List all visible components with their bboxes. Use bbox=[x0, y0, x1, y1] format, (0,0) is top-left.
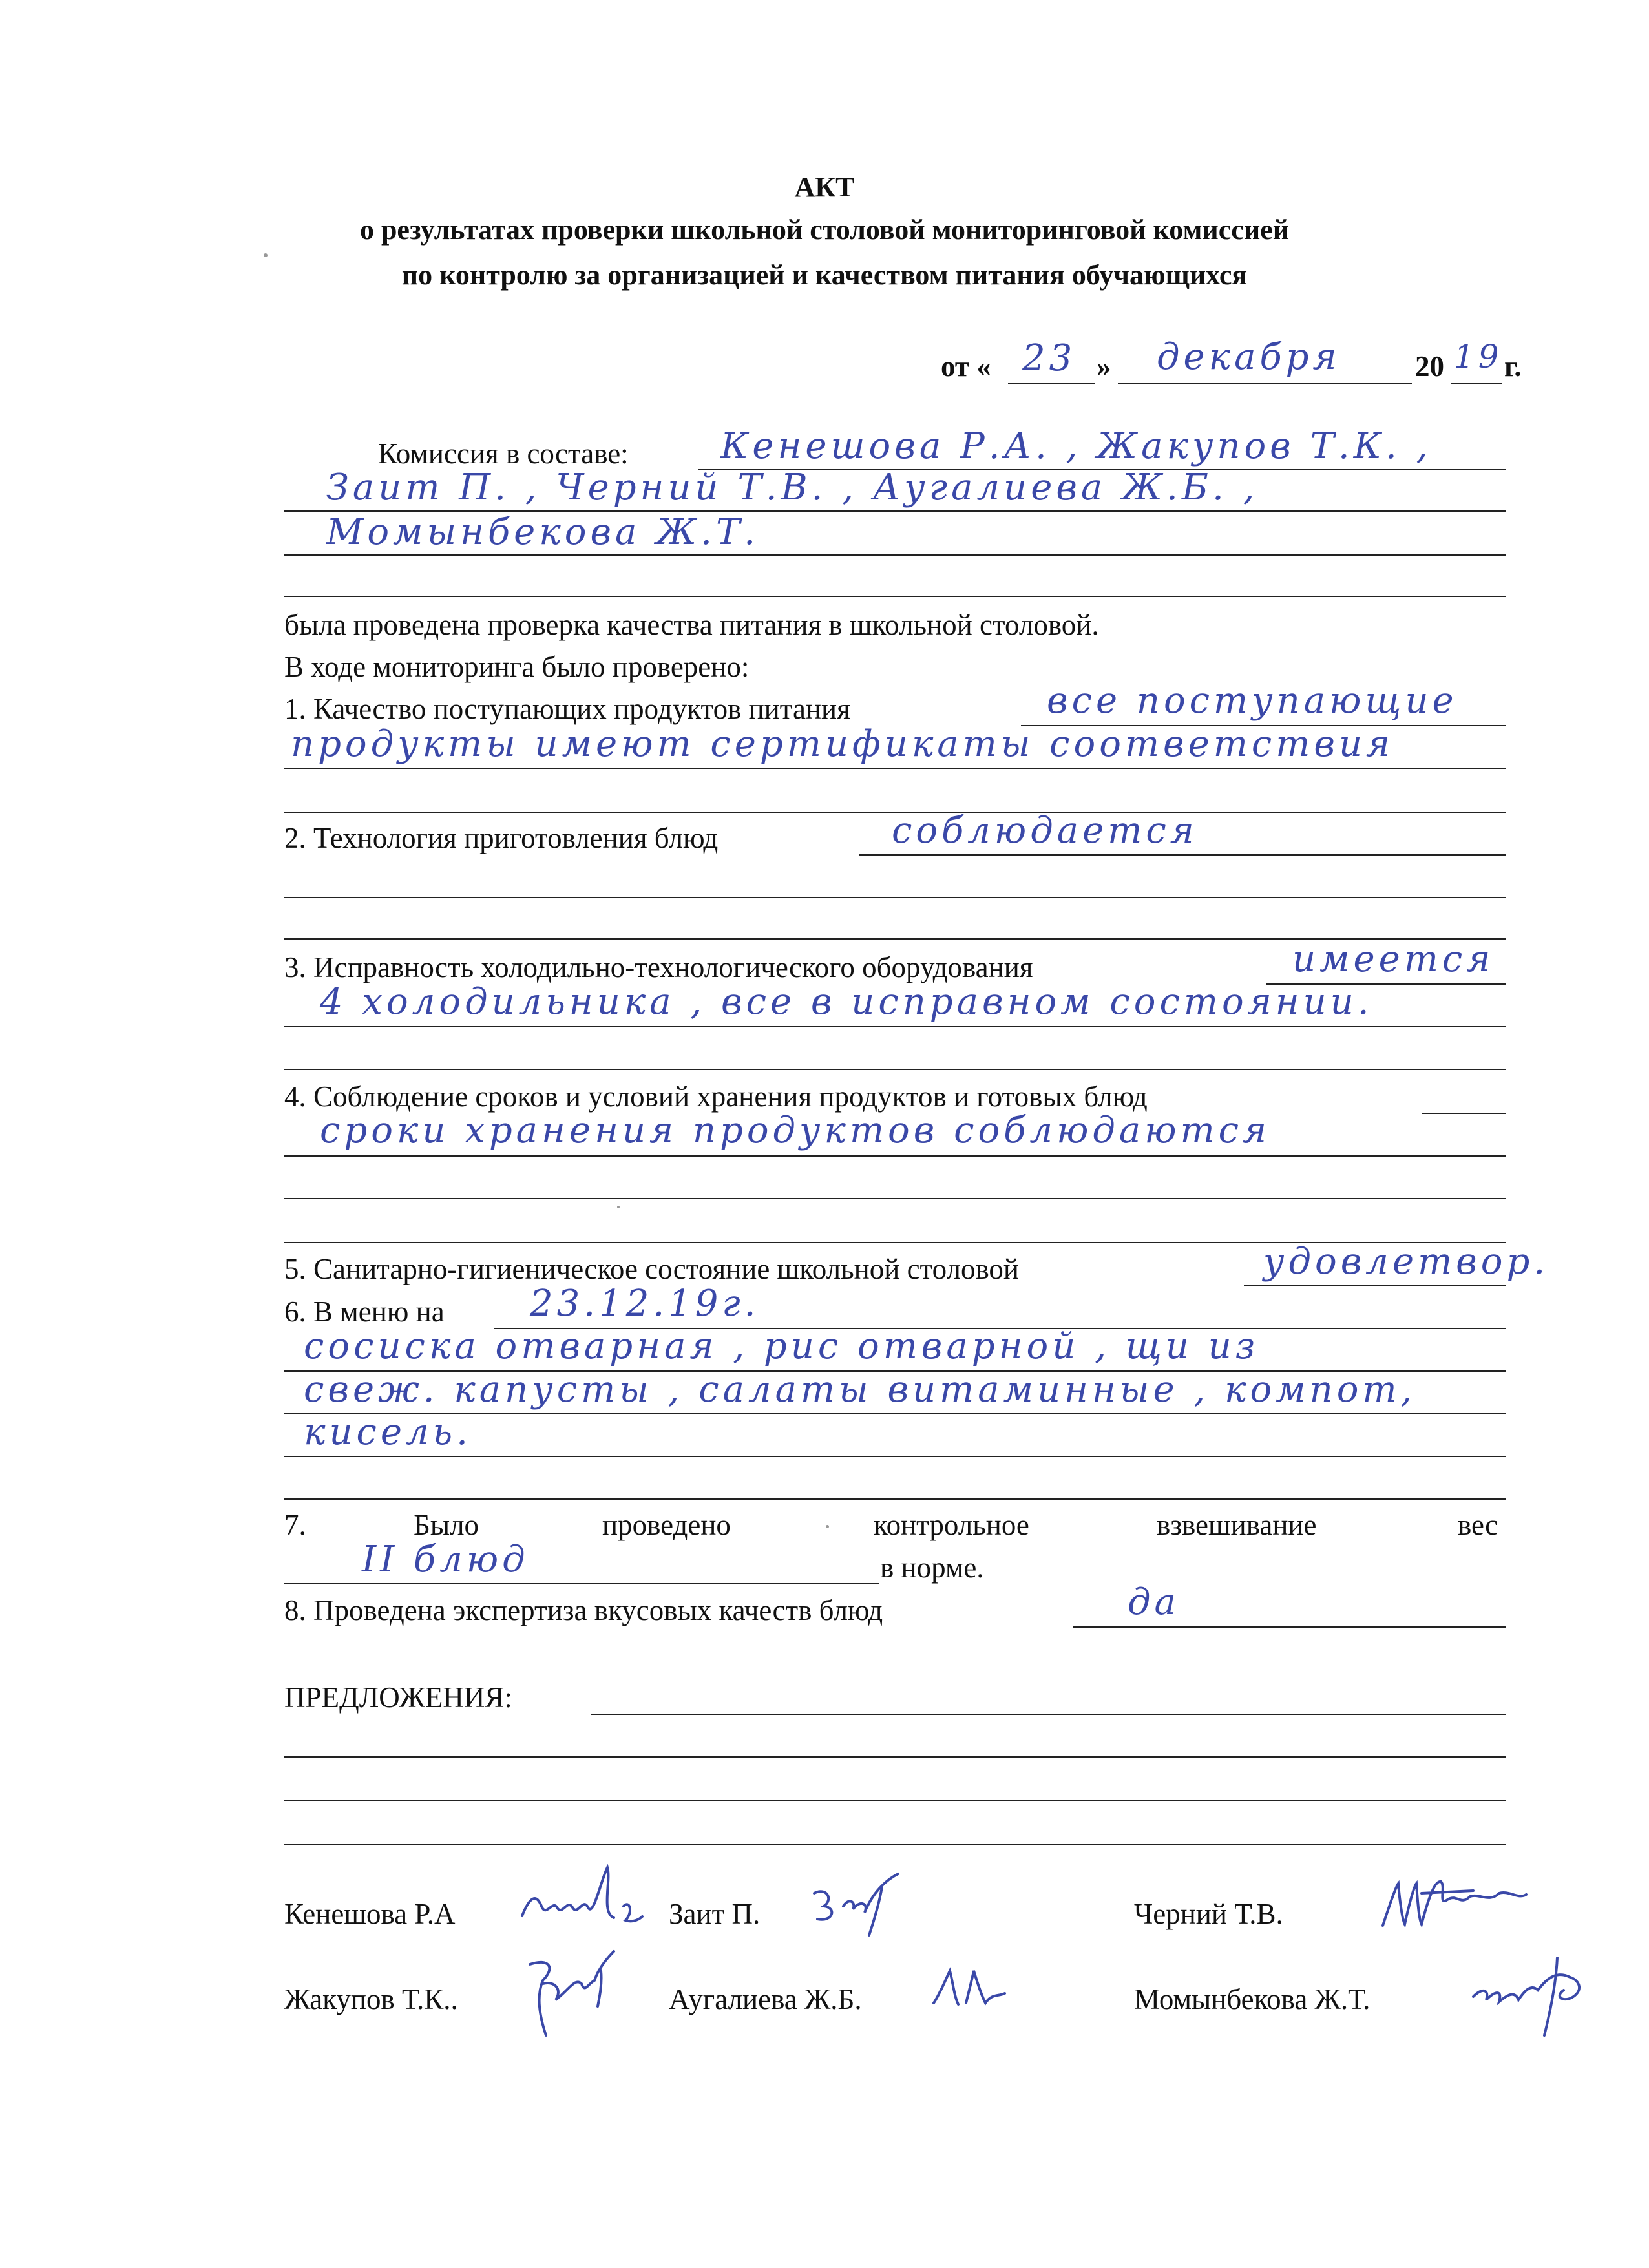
item6-menu-date: 23.12.19г. bbox=[530, 1283, 760, 1325]
signatory-2-name: Заит П. bbox=[669, 1898, 761, 1930]
item5-rule-1 bbox=[1244, 1285, 1506, 1286]
item7-word5: вес bbox=[1458, 1509, 1498, 1541]
item7-suffix: в норме. bbox=[880, 1551, 984, 1584]
date-day-rule bbox=[1008, 383, 1095, 384]
item6-answer-line3: кисель. bbox=[304, 1411, 472, 1453]
date-prefix: от « bbox=[941, 350, 991, 383]
item8-answer: да bbox=[1128, 1581, 1180, 1623]
signature-6 bbox=[1467, 1945, 1596, 2042]
item8-label: 8. Проведена экспертиза вкусовых качеств блюд bbox=[284, 1594, 883, 1626]
intro-line2: В ходе мониторинга было проверено: bbox=[284, 651, 750, 683]
date-suffix: г. bbox=[1504, 350, 1522, 383]
item2-answer: соблюдается bbox=[892, 810, 1198, 852]
item3-label: 3. Исправность холодильно-технологического оборудования bbox=[284, 951, 1033, 983]
item7-word2: проведено bbox=[602, 1509, 731, 1541]
commission-members-line2: Заит П. , Черний Т.В. , Аугалиева Ж.Б. , bbox=[326, 467, 1259, 509]
proposals-rule-1 bbox=[591, 1714, 1506, 1715]
item6-answer-line2: свеж. капусты , салаты витаминные , компот, bbox=[304, 1369, 1416, 1411]
proposals-label: ПРЕДЛОЖЕНИЯ: bbox=[284, 1681, 512, 1714]
signature-1 bbox=[517, 1861, 646, 1938]
item2-rule-2 bbox=[284, 897, 1506, 898]
item4-label: 4. Соблюдение сроков и условий хранения продуктов и готовых блюд bbox=[284, 1080, 1148, 1113]
date-day: 23 bbox=[1022, 337, 1077, 379]
item6-rule-4 bbox=[284, 1456, 1506, 1457]
item3-rule-2 bbox=[284, 1026, 1506, 1027]
proposals-rule-2 bbox=[284, 1756, 1506, 1758]
item8-rule bbox=[1073, 1626, 1506, 1628]
item7-rule bbox=[284, 1583, 879, 1584]
signatory-6-name: Момынбекова Ж.Т. bbox=[1134, 1983, 1371, 2015]
date-year: 19 bbox=[1454, 338, 1503, 375]
commission-members-line1: Кенешова Р.А. , Жакупов Т.К. , bbox=[720, 425, 1432, 467]
item1-label: 1. Качество поступающих продуктов питания bbox=[284, 693, 850, 725]
item1-answer-line2: продукты имеют сертификаты соответствия bbox=[291, 723, 1394, 765]
date-month: декабря bbox=[1157, 336, 1341, 378]
item4-answer: сроки хранения продуктов соблюдаются bbox=[320, 1109, 1271, 1151]
item3-answer-line1: имеется bbox=[1292, 938, 1495, 980]
document-title: АКТ bbox=[794, 171, 855, 203]
item2-rule-1 bbox=[859, 854, 1506, 856]
proposals-rule-4 bbox=[284, 1844, 1506, 1845]
commission-label: Комиссия в составе: bbox=[378, 437, 629, 470]
item6-rule-5 bbox=[284, 1498, 1506, 1500]
date-mid: » bbox=[1097, 350, 1111, 383]
item3-answer-line2: 4 холодильника , все в исправном состоянии. bbox=[320, 981, 1373, 1023]
item7-word3: контрольное bbox=[874, 1509, 1029, 1541]
signatory-3-name: Черний Т.В. bbox=[1134, 1898, 1283, 1930]
item2-label: 2. Технология приготовления блюд bbox=[284, 822, 719, 854]
signatory-1-name: Кенешова Р.А bbox=[284, 1898, 456, 1930]
scan-speck bbox=[617, 1206, 620, 1208]
scan-speck bbox=[264, 253, 268, 257]
signature-4 bbox=[517, 1945, 627, 2042]
commission-members-line3: Момынбекова Ж.Т. bbox=[326, 511, 760, 553]
item1-answer-line1: все поступающие bbox=[1047, 680, 1458, 722]
item7-answer: II блюд bbox=[362, 1538, 529, 1580]
item3-rule-3 bbox=[284, 1069, 1506, 1070]
signatory-4-name: Жакупов Т.К.. bbox=[284, 1983, 458, 2015]
date-year-rule bbox=[1451, 383, 1502, 384]
item5-answer: удовлетвор. bbox=[1263, 1241, 1549, 1283]
scan-speck bbox=[826, 1525, 829, 1528]
signature-5 bbox=[927, 1958, 1011, 2016]
item4-rule-2 bbox=[284, 1155, 1506, 1157]
item6-label: 6. В меню на bbox=[284, 1296, 445, 1328]
item5-label: 5. Санитарно-гигиеническое состояние школьной столовой bbox=[284, 1253, 1019, 1285]
intro-line1: была проведена проверка качества питания в школьной столовой. bbox=[284, 609, 1099, 641]
date-month-rule bbox=[1118, 383, 1412, 384]
document-subtitle-line1: о результатах проверки школьной столовой мониторинговой комиссией bbox=[359, 214, 1290, 246]
proposals-rule-3 bbox=[284, 1800, 1506, 1801]
signatory-5-name: Аугалиева Ж.Б. bbox=[669, 1983, 862, 2015]
signature-3 bbox=[1376, 1867, 1531, 1938]
signature-2 bbox=[808, 1867, 918, 1938]
document-subtitle-line2: по контролю за организацией и качеством питания обучающихся bbox=[401, 259, 1248, 291]
item7-word4: взвешивание bbox=[1157, 1509, 1317, 1541]
commission-rule-4 bbox=[284, 596, 1506, 597]
commission-rule-3 bbox=[284, 554, 1506, 556]
item7-word1: Было bbox=[414, 1509, 479, 1541]
item6-answer-line1: сосиска отварная , рис отварной , щи из bbox=[304, 1325, 1259, 1367]
item7-number: 7. bbox=[284, 1509, 306, 1541]
item4-rule-3 bbox=[284, 1198, 1506, 1199]
date-year-prefix: 20 bbox=[1415, 350, 1444, 383]
item1-rule-2 bbox=[284, 768, 1506, 769]
item4-rule-1 bbox=[1422, 1113, 1506, 1114]
